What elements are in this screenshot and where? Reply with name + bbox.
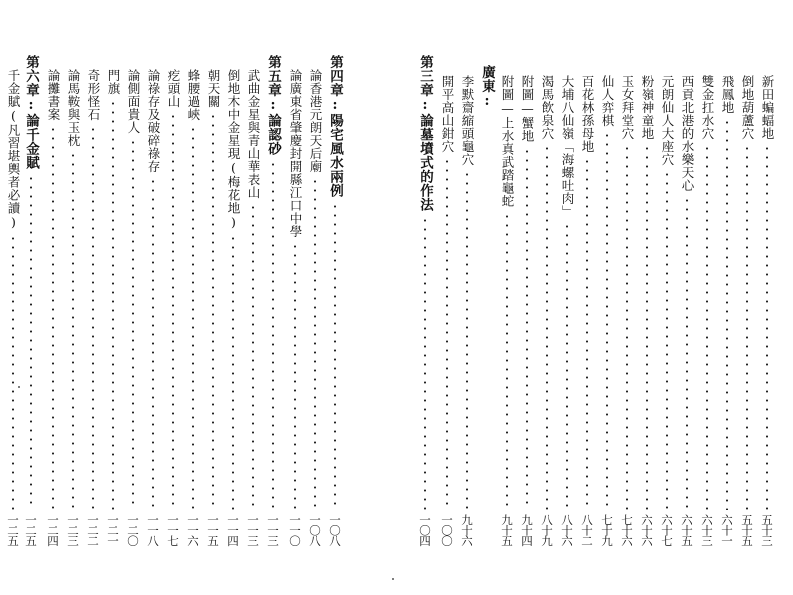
entry-page: 六十六 (640, 513, 654, 545)
leader-dots (92, 125, 94, 510)
entry-title: 朝天關 (206, 69, 221, 108)
entry-title: 倒地葫蘆穴 (740, 75, 755, 140)
scan-speck (392, 578, 394, 580)
leader-dots (12, 234, 14, 510)
entry-page: 八十二 (580, 513, 594, 545)
entry-title: 論攤書案 (46, 69, 61, 121)
toc-entry[interactable] (224, 55, 242, 545)
toc-entry[interactable] (578, 55, 596, 545)
toc-entry[interactable] (244, 55, 262, 545)
leader-dots (272, 160, 274, 510)
toc-entry[interactable] (738, 55, 756, 545)
toc-entry[interactable] (518, 55, 536, 545)
toc-entry[interactable] (658, 55, 676, 545)
entry-title: 論廣東省肇慶封開縣江口中學 (288, 69, 303, 238)
toc-entry[interactable] (124, 55, 142, 545)
entry-page: 一一四 (226, 513, 240, 545)
leader-dots (172, 112, 174, 510)
entry-page: 一〇八 (308, 513, 322, 545)
leader-dots (192, 125, 194, 510)
chapter-entry[interactable] (416, 55, 434, 545)
entry-page: 九十五 (500, 513, 514, 545)
toc-entry[interactable] (638, 55, 656, 545)
leader-dots (446, 157, 448, 510)
entry-title: 附圖—蟹地 (520, 75, 535, 143)
entry-title: 門旗 (106, 69, 121, 95)
entry-page: 六十三 (700, 513, 714, 545)
toc-entry[interactable] (758, 55, 776, 545)
entry-page: 七十九 (600, 513, 614, 545)
leader-dots (726, 118, 728, 510)
entry-title: 雙金扛水穴 (700, 75, 715, 140)
entry-title: 附圖—上水真武踏龜蛇 (500, 75, 515, 208)
entry-page: 九十四 (520, 513, 534, 545)
entry-title: 大埔八仙嶺「海螺吐肉」 (560, 75, 575, 218)
toc-entry[interactable] (164, 55, 182, 545)
leader-dots (72, 151, 74, 510)
toc-entry[interactable] (558, 55, 576, 545)
leader-dots (466, 170, 468, 510)
entry-page: 一一三 (266, 513, 280, 545)
entry-page: 九十六 (460, 513, 474, 545)
entry-title: 渴馬飲泉穴 (540, 75, 555, 140)
leader-dots (132, 138, 134, 510)
entry-page: 一二五 (6, 513, 20, 545)
entry-page: 一〇四 (418, 513, 432, 545)
leader-dots (626, 144, 628, 510)
toc-entry[interactable] (64, 55, 82, 545)
entry-title: 玉女拜堂穴 (620, 75, 635, 140)
entry-title: 百花林孫母地 (580, 75, 595, 153)
entry-page: 六十七 (660, 513, 674, 545)
toc-entry[interactable] (184, 55, 202, 545)
entry-page: 一二一 (106, 513, 120, 545)
leader-dots (586, 157, 588, 510)
chapter-title: 第五章:論認砂 (265, 55, 281, 156)
region-title: 廣東: (479, 65, 495, 110)
toc-entry[interactable] (458, 55, 476, 545)
toc-entry[interactable] (4, 55, 22, 545)
entry-title: 論祿存及破碎祿存 (146, 69, 161, 173)
leader-dots (646, 144, 648, 510)
entry-page: 六十一 (720, 513, 734, 545)
chapter-entry[interactable] (22, 55, 40, 545)
leader-dots (526, 147, 528, 510)
entry-page: 一一八 (146, 513, 160, 545)
entry-title: 千金賦(凡習堪輿者必讀) (6, 69, 21, 230)
leader-dots (766, 144, 768, 510)
toc-entry[interactable] (698, 55, 716, 545)
scan-speck (18, 386, 20, 388)
entry-page: 一二五 (24, 513, 38, 545)
chapter-entry[interactable] (326, 55, 344, 545)
entry-title: 飛鳳地 (720, 75, 735, 114)
entry-page: 一二二 (86, 513, 100, 545)
leader-dots (606, 131, 608, 510)
leader-dots (212, 112, 214, 510)
toc-entry[interactable] (306, 55, 324, 545)
chapter-title: 第四章:陽宅風水兩例 (327, 55, 343, 198)
entry-page: 八十六 (560, 513, 574, 545)
entry-title: 元朗仙人大座穴 (660, 75, 675, 166)
entry-page: 一〇八 (328, 513, 342, 545)
toc-entry[interactable] (84, 55, 102, 545)
entry-title: 西貢北港的水樂天心 (680, 75, 695, 192)
entry-page: 八十九 (540, 513, 554, 545)
leader-dots (666, 170, 668, 510)
leader-dots (52, 125, 54, 510)
entry-page: 一一三 (246, 513, 260, 545)
entry-title: 仙人弈棋 (600, 75, 615, 127)
leader-dots (706, 144, 708, 510)
toc-entry[interactable] (618, 55, 636, 545)
toc-entry[interactable] (538, 55, 556, 545)
leader-dots (30, 174, 32, 510)
leader-dots (424, 216, 426, 510)
entry-title: 奇形怪石 (86, 69, 101, 121)
toc-entry[interactable] (678, 55, 696, 545)
entry-page: 六十五 (680, 513, 694, 545)
entry-page: 七十六 (620, 513, 634, 545)
toc-entry[interactable] (44, 55, 62, 545)
entry-title: 論側面貴人 (126, 69, 141, 134)
entry-page: 一二〇 (126, 513, 140, 545)
entry-title: 論香港元朗天后廟 (308, 69, 323, 173)
toc-entry[interactable] (104, 55, 122, 545)
entry-page: 一一五 (206, 513, 220, 545)
entry-title: 蜂腰過峽 (186, 69, 201, 121)
entry-title: 粉嶺神童地 (640, 75, 655, 140)
chapter-title: 第六章:論千金賦 (23, 55, 39, 170)
toc-entry[interactable] (204, 55, 222, 545)
entry-page: 一一六 (186, 513, 200, 545)
leader-dots (746, 144, 748, 510)
leader-dots (314, 177, 316, 510)
entry-page: 一一七 (166, 513, 180, 545)
entry-title: 倒地木中金星現(梅花地) (226, 69, 241, 230)
leader-dots (334, 202, 336, 510)
entry-title: 論馬鞍與玉枕 (66, 69, 81, 147)
leader-dots (506, 212, 508, 510)
chapter-title: 第三章:論墓墳式的作法 (417, 55, 433, 212)
entry-page: 一〇〇 (440, 513, 454, 545)
leader-dots (252, 203, 254, 510)
entry-page: 一二三 (66, 513, 80, 545)
leader-dots (546, 144, 548, 510)
toc-entry[interactable] (498, 55, 516, 545)
toc-entry[interactable] (598, 55, 616, 545)
leader-dots (294, 242, 296, 510)
entry-page: 一二四 (46, 513, 60, 545)
leader-dots (232, 234, 234, 510)
chapter-entry[interactable] (264, 55, 282, 545)
entry-title: 疙頭山 (166, 69, 181, 108)
entry-page: 五十五 (740, 513, 754, 545)
entry-title: 開平高山鉗穴 (440, 75, 455, 153)
leader-dots (686, 196, 688, 510)
toc-entry[interactable] (144, 55, 162, 545)
leader-dots (566, 222, 568, 510)
toc-entry[interactable] (438, 55, 456, 545)
entry-title: 武曲金星與青山華表山 (246, 69, 261, 199)
toc-entry[interactable] (286, 55, 304, 545)
leader-dots (152, 177, 154, 510)
entry-page: 一一〇 (288, 513, 302, 545)
entry-title: 李默齋縮頭龜穴 (460, 75, 475, 166)
region-heading (478, 55, 496, 545)
entry-page: 五十三 (760, 513, 774, 545)
leader-dots (112, 99, 114, 510)
toc-entry[interactable] (718, 55, 736, 545)
entry-title: 新田蝙蝠地 (760, 75, 775, 140)
